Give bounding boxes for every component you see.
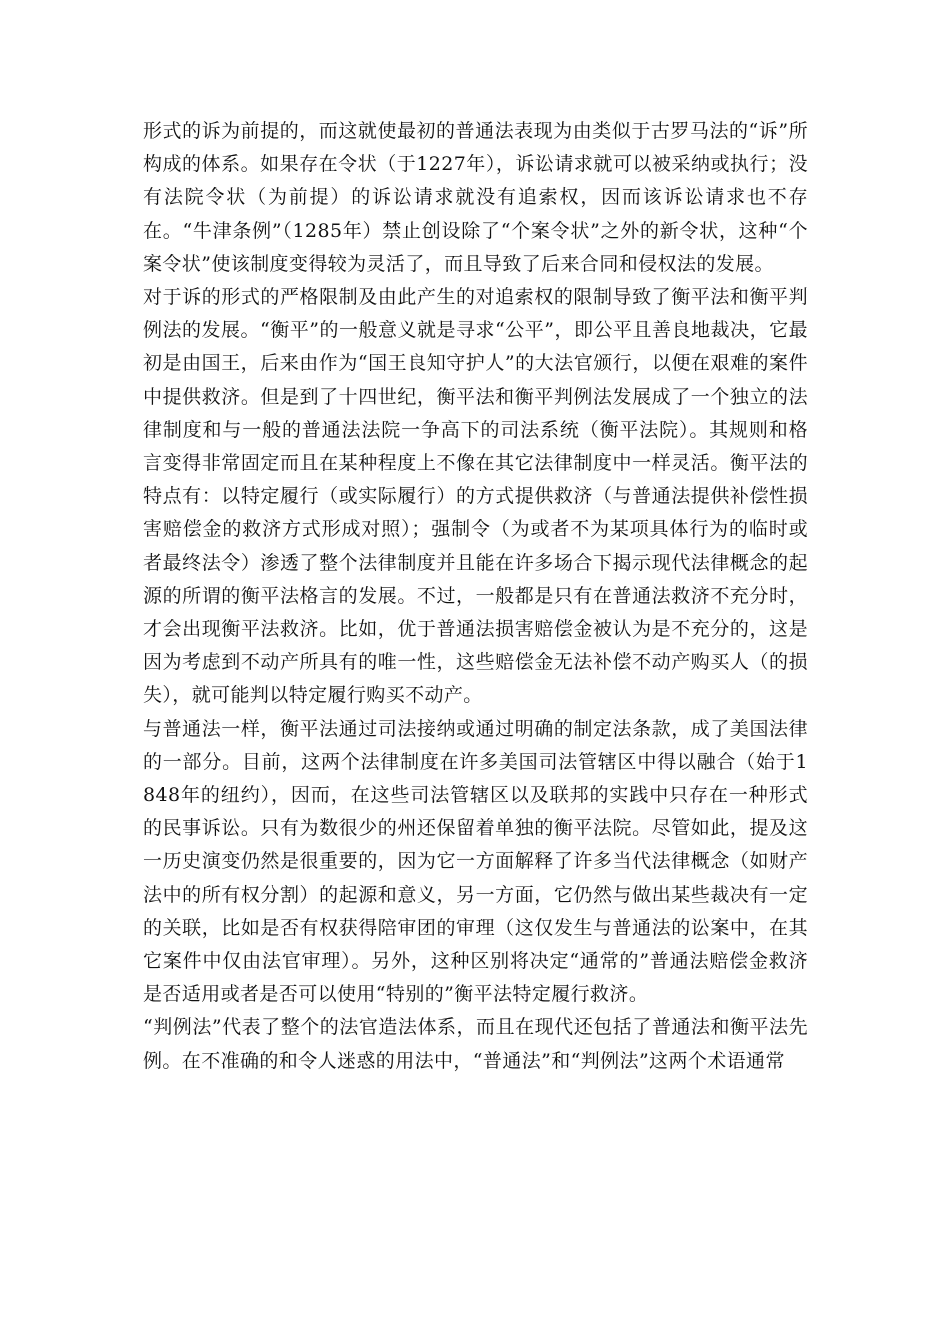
paragraph-writ-system: 形式的诉为前提的，而这就使最初的普通法表现为由类似于古罗马法的“诉”所构成的体系。如果存在令状（于1227年），诉讼请求就可以被采纳或执行；没有法院令状（为前提）的诉讼请求就没有追索权，因而该诉讼请求也不存在。“牛津条例”（1285年）禁止创设除了“个案令状”之外的新令状，这种“个案令状”使该制度变得较为灵活了，而且导致了后来合同和侵权法的发展。 bbox=[143, 120, 808, 275]
paragraph-case-law: “判例法”代表了整个的法官造法体系，而且在现代还包括了普通法和衡平法先例。在不准确的和令人迷惑的用法中，“普通法”和“判例法”这两个术语通常 bbox=[143, 1016, 808, 1072]
paragraph-equity-in-us-law: 与普通法一样，衡平法通过司法接纳或通过明确的制定法条款，成了美国法律的一部分。目前，这两个法律制度在许多美国司法管辖区中得以融合（始于1848年的纽约），因而，在这些司法管辖区以及联邦的实践中只存在一种形式的民事诉讼。只有为数很少的州还保留着单独的衡平法院。尽管如此，提及这一历史演变仍然是很重要的，因为它一方面解释了许多当代法律概念（如财产法中的所有权分割）的起源和意义，另一方面，它仍然与做出某些裁决有一定的关联，比如是否有权获得陪审团的审理（这仅发生与普通法的讼案中，在其它案件中仅由法官审理）。另外，这种区别将决定“通常的”普通法赔偿金救济是否适用或者是否可以使用“特别的”衡平法特定履行救济。 bbox=[143, 717, 808, 1006]
document-body bbox=[143, 115, 808, 1078]
paragraph-equity-development: 对于诉的形式的严格限制及由此产生的对追索权的限制导致了衡平法和衡平判例法的发展。“衡平”的一般意义就是寻求“公平”，即公平且善良地裁决，它最初是由国王，后来由作为“国王良知守护人”的大法官颁行，以便在艰难的案件中提供救济。但是到了十四世纪，衡平法和衡平判例法发展成了一个独立的法律制度和与一般的普通法法院一争高下的司法系统（衡平法院）。其规则和格言变得非常固定而且在某种程度上不像在其它法律制度中一样灵活。衡平法的特点有：以特定履行（或实际履行）的方式提供救济（与普通法提供补偿性损害赔偿金的救济方式形成对照）；强制令（为或者不为某项具体行为的临时或者最终法令）渗透了整个法律制度并且能在许多场合下揭示现代法律概念的起源的所谓的衡平法格言的发展。不过，一般都是只有在普通法救济不充分时，才会出现衡平法救济。比如，优于普通法损害赔偿金被认为是不充分的，这是因为考虑到不动产所具有的唯一性，这些赔偿金无法补偿不动产购买人（的损失），就可能判以特定履行购买不动产。 bbox=[143, 286, 808, 707]
